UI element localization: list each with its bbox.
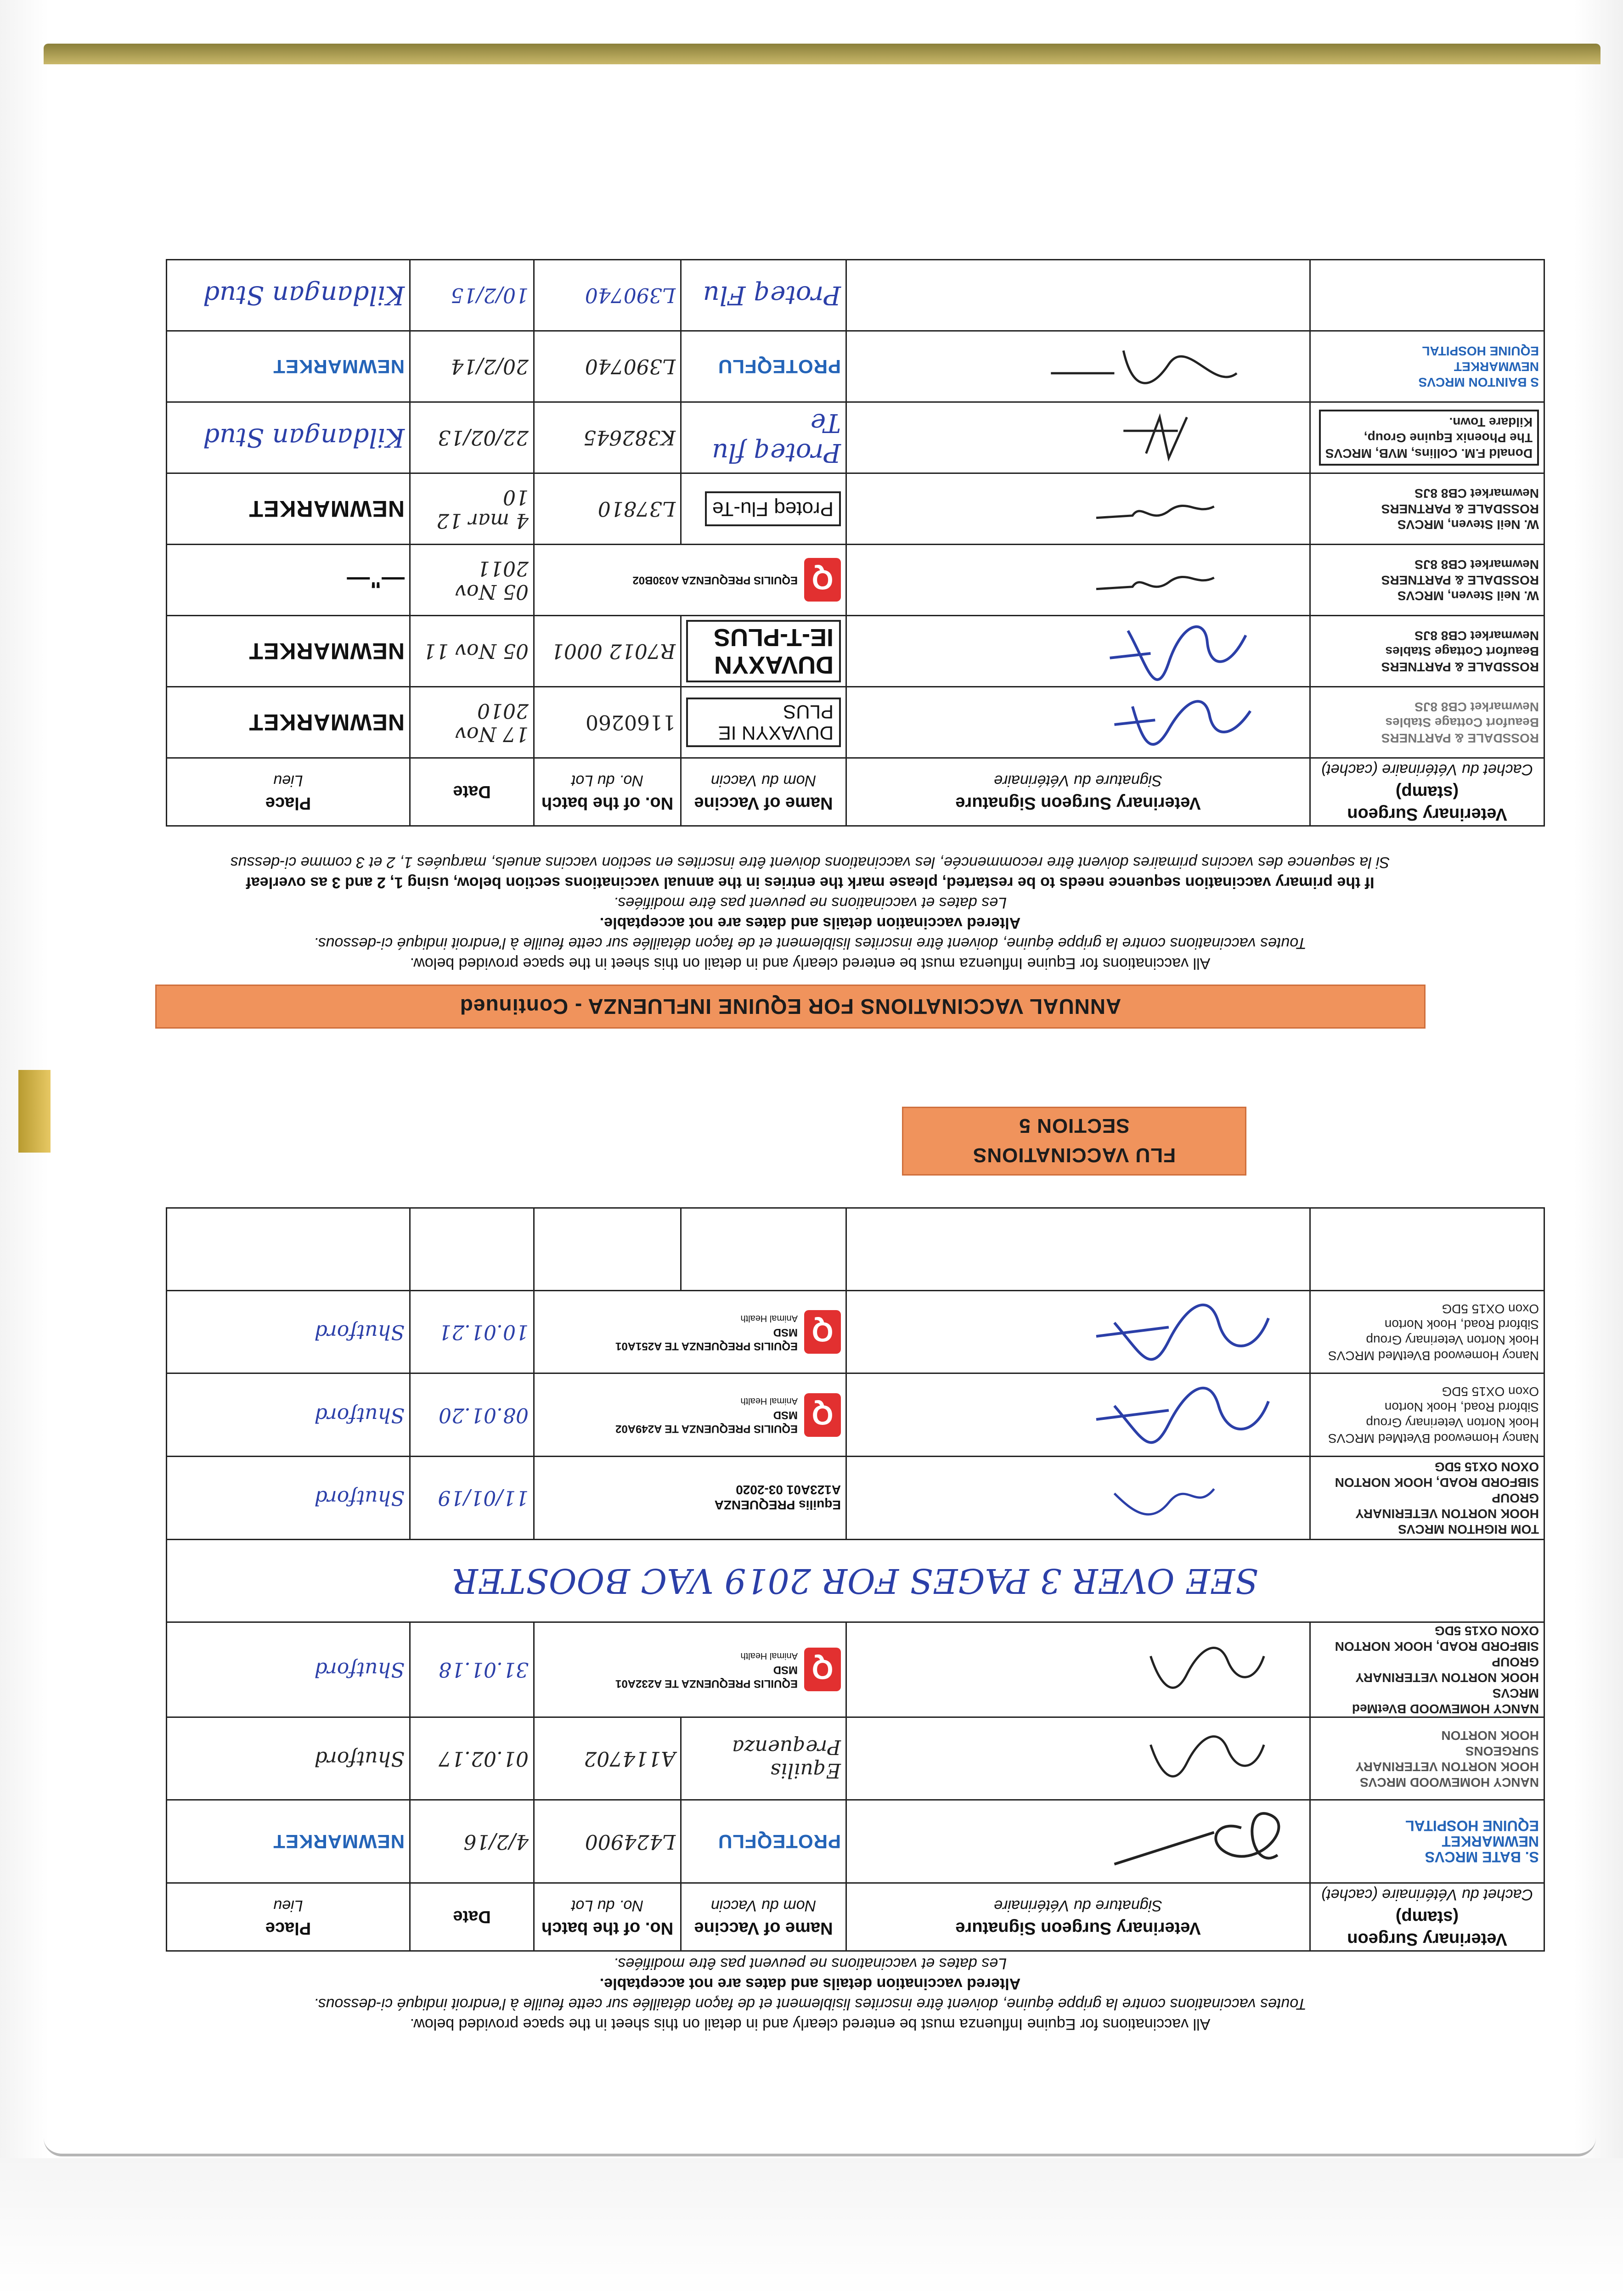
vet-stamp: NANCY HOMEWOOD MRCVS HOOK NORTON VETERINARY SURGEONS HOOK NORTON [1355, 1728, 1539, 1790]
table-row [167, 1290, 1544, 1373]
batch-number: L37810 [597, 497, 676, 521]
table-row [167, 1457, 1544, 1540]
vaccination-place: Kildangan Stud [203, 280, 405, 310]
table-row [167, 1208, 1544, 1290]
col-date: Date [410, 758, 534, 826]
vet-stamp: S. BATE MRCVS NEWMARKET EQUINE HOSPITAL [1405, 1818, 1539, 1866]
batch-number: R7012 0001 [551, 639, 676, 663]
label-brand: MSD [773, 1326, 798, 1339]
booster-note: SEE OVER 3 PAGES FOR 2019 VAC BOOSTER [452, 1561, 1258, 1601]
section-title: FLU VACCINATIONS SECTION 5 [902, 1107, 1246, 1176]
vaccine-name: EQUILIS PREQUENZA A030B02 [632, 574, 798, 586]
col-stamp: Veterinary Surgeon (stamp) Cachet du Vétérinaire (cachet) [1310, 1883, 1544, 1951]
vaccination-place: Kildangan Stud [203, 422, 405, 453]
vaccine-name: Equilis PREQUENZA [714, 1497, 841, 1512]
label-sub: Animal Health [740, 1396, 798, 1407]
vaccine-name: EQUILIS PREQUENZA TE A249A02 [615, 1423, 798, 1435]
table-row [167, 402, 1544, 473]
vaccine-name: Proteq Flu-Te [705, 491, 841, 526]
instruction-fr: Toutes vaccinations contre la grippe équine, doivent être inscrites lisiblement et de façon détaillée sur cette feuille à l'endroit indiqué ci-dessous. [314, 1995, 1307, 2013]
instruction-en: All vaccinations for Equine Influenza must be entered clearly and in detail on this sheet in the space provided below. [410, 955, 1211, 972]
vaccination-date: 20/2/14 [451, 355, 529, 378]
table-row [167, 331, 1544, 402]
vet-stamp: Nancy Homewood BVetMed MRCVS Hook Norton Veterinary Group Sibford Road, Hook Norton Oxon OX15 5DG [1328, 1301, 1539, 1363]
vaccination-place: Shutford [314, 1320, 405, 1344]
vaccine-sticker [539, 1648, 841, 1691]
vaccine-name: EQUILIS PREQUENZA TE A232A01 [615, 1677, 798, 1690]
vet-stamp: Nancy Homewood BVetMed MRCVS Hook Norton Veterinary Group Sibford Road, Hook Norton Oxon OX15 5DG [1328, 1384, 1539, 1446]
vaccine-logo-icon: Q [804, 1648, 841, 1691]
col-vaccine: Name of Vaccine Nom du Vaccin [681, 758, 846, 826]
vaccine-name: DUVAXYN IE PLUS [686, 698, 841, 747]
vet-signature [851, 688, 1305, 756]
vet-signature [851, 404, 1305, 472]
page-flu-vaccinations [45, 1033, 1577, 2043]
col-vaccine: Name of Vaccine Nom du Vaccin [681, 1883, 846, 1951]
vet-signature [851, 617, 1305, 685]
vaccination-date: 17 Nov 2010 [455, 699, 529, 746]
vet-signature [851, 332, 1305, 400]
instruction-altered-fr: Les dates et vaccinations ne peuvent pas être modifiées. [613, 894, 1007, 912]
table-row [167, 1539, 1544, 1622]
col-place: Place Lieu [167, 1883, 410, 1951]
vaccine-name: Equilis Prequenza [732, 1735, 841, 1782]
vet-stamp: ROSSDALE & PARTNERS Beaufort Cottage Stables Newmarket CB8 8JS [1381, 629, 1539, 674]
scan-bottom-margin [0, 2158, 1623, 2296]
vaccine-name: DUVAXYN IE-T-PLUS [686, 620, 841, 682]
instruction-altered: Altered vaccination details and dates are not acceptable. [599, 914, 1021, 932]
vaccination-place: Shutford [314, 1747, 405, 1771]
batch-number: L424900 [585, 1829, 676, 1853]
vaccine-sticker [539, 558, 841, 602]
vet-signature [851, 1457, 1305, 1539]
batch-number: A123A01 03-2020 [736, 1482, 841, 1497]
batch-number: 1160260 [586, 710, 676, 734]
vaccination-date: 11/01/19 [438, 1486, 529, 1510]
batch-number: K382645 [583, 426, 676, 450]
vet-signature [851, 475, 1305, 543]
vaccination-date: 4 mar 12 10 [436, 485, 529, 532]
flu-vaccination-table [166, 1207, 1545, 1952]
col-date: Date [410, 1883, 534, 1951]
vaccine-name: PROTEQFLU [718, 356, 841, 377]
vet-stamp: S BAINTON MRCVS NEWMARKET EQUINE HOSPITAL [1418, 344, 1539, 389]
table-header [167, 758, 1544, 826]
col-batch: No. of the batch No. du Lot [534, 758, 681, 826]
vet-signature [851, 1291, 1305, 1373]
instruction-restart-fr: Si la sequence des vaccins primaires doivent être recommencée, les vaccinations doivent être inscrites en section vaccins anuels, marquées 1, 2 et 3 comme ci-dessus [230, 854, 1390, 871]
label-brand: MSD [773, 1409, 798, 1422]
table-row [167, 687, 1544, 758]
vaccination-date: 10/2/15 [451, 283, 529, 307]
vet-stamp: TOM RIGHTON MRCVS HOOK NORTON VETERINARY GROUP SIBFORD ROAD, HOOK NORTON OXON OX15 5DG [1335, 1459, 1539, 1536]
vaccination-place: Shutford [314, 1403, 405, 1427]
table-row [167, 616, 1544, 687]
label-brand: MSD [773, 1663, 798, 1676]
table-header [167, 1883, 1544, 1951]
vaccination-date: 4/2/16 [463, 1829, 529, 1853]
instruction-restart: If the primary vaccination sequence needs to be restarted, please mark the entries in the annual vaccinations section below, using 1, 2 and 3 as overleaf [246, 874, 1375, 891]
instruction-en: All vaccinations for Equine Influenza must be entered clearly and in detail on this sheet in the space provided below. [410, 2015, 1211, 2033]
vaccination-place: Shutford [314, 1658, 405, 1682]
vaccination-date: 31.01.18 [439, 1658, 529, 1682]
vaccine-name: Proteq flu Te [712, 408, 841, 467]
label-sub: Animal Health [740, 1313, 798, 1323]
col-batch: No. of the batch No. du Lot [534, 1883, 681, 1951]
table-row [167, 260, 1544, 331]
instruction-altered-fr: Les dates et vaccinations ne peuvent pas être modifiées. [613, 1955, 1007, 1972]
vet-stamp: W. Neil Steven, MRCVS ROSSDALE & PARTNERS Newmarket CB8 8JS [1381, 557, 1539, 603]
instruction-fr: Toutes vaccinations contre la grippe équine, doivent être inscrites lisiblement et de façon détaillée sur cette feuille à l'endroit indiqué ci-dessous. [314, 934, 1307, 952]
vet-stamp: Donald F.M. Collins, MVB, MRCVS The Phoenix Equine Group, Kildare Town. [1319, 410, 1539, 466]
instructions [71, 852, 1550, 974]
batch-number: L390740 [585, 355, 676, 378]
label-sub: Animal Health [740, 1650, 798, 1661]
vaccination-place: NEWMARKET [248, 709, 405, 735]
instruction-altered: Altered vaccination details and dates are not acceptable. [599, 1975, 1021, 1992]
vaccination-place: NEWMARKET [273, 1831, 405, 1853]
vaccination-place: NEWMARKET [248, 496, 405, 522]
vaccination-place: Shutford [314, 1486, 405, 1510]
annual-vaccination-table [166, 259, 1545, 827]
vaccination-place: —"— [346, 567, 405, 593]
instructions [71, 1953, 1550, 2034]
vet-signature [851, 1801, 1305, 1882]
table-row [167, 473, 1544, 545]
col-place: Place Lieu [167, 758, 410, 826]
table-row [167, 545, 1544, 616]
page-title: ANNUAL VACCINATIONS FOR EQUINE INFLUENZA - Continued [155, 985, 1426, 1029]
vaccine-name: Proteq Flu [703, 280, 841, 310]
table-row [167, 1373, 1544, 1457]
table-row [167, 1800, 1544, 1883]
vaccine-logo-icon: Q [804, 1393, 841, 1437]
vet-signature [851, 1718, 1305, 1800]
vet-signature [851, 1374, 1305, 1456]
vaccination-date: 10.01.21 [439, 1320, 529, 1344]
vet-stamp: NANCY HOMEWOOD BVetMed MRCVS HOOK NORTON VETERINARY GROUP SIBFORD ROAD, HOOK NORTON OXON OX15 5DG [1335, 1623, 1539, 1716]
vaccination-place: NEWMARKET [273, 356, 405, 377]
vaccination-date: 05 Nov 11 [423, 639, 529, 663]
vet-stamp: W. Neil Steven, MRCVS ROSSDALE & PARTNERS Newmarket CB8 8JS [1381, 486, 1539, 532]
table-row [167, 1717, 1544, 1800]
vaccination-date: 01.02.17 [439, 1747, 529, 1771]
vaccine-name: PROTEQFLU [718, 1831, 841, 1853]
col-stamp: Veterinary Surgeon (stamp) Cachet du Vétérinaire (cachet) [1310, 758, 1544, 826]
batch-number: L390740 [585, 283, 676, 307]
page-annual-vaccinations [45, 37, 1577, 1029]
vaccine-logo-icon: Q [804, 558, 841, 602]
batch-number: A114702 [584, 1747, 676, 1771]
col-signature: Veterinary Surgeon Signature Signature du Vétérinaire [846, 758, 1310, 826]
vaccination-date: 08.01.20 [439, 1403, 529, 1427]
vaccine-sticker [539, 1393, 841, 1437]
vaccination-place: NEWMARKET [248, 638, 405, 664]
vet-signature [851, 1629, 1305, 1711]
vet-stamp: ROSSDALE & PARTNERS Beaufort Cottage Stables Newmarket CB8 8JS [1381, 700, 1539, 745]
vaccination-date: 22/02/13 [438, 426, 529, 450]
vaccine-logo-icon: Q [804, 1310, 841, 1354]
vaccine-sticker [539, 1310, 841, 1354]
col-signature: Veterinary Surgeon Signature Signature du Vétérinaire [846, 1883, 1310, 1951]
vaccination-date: 05 Nov 2011 [455, 557, 529, 603]
vaccine-name: EQUILIS PREQUENZA TE A251A01 [615, 1339, 798, 1352]
vet-signature [851, 546, 1305, 614]
table-row [167, 1622, 1544, 1717]
